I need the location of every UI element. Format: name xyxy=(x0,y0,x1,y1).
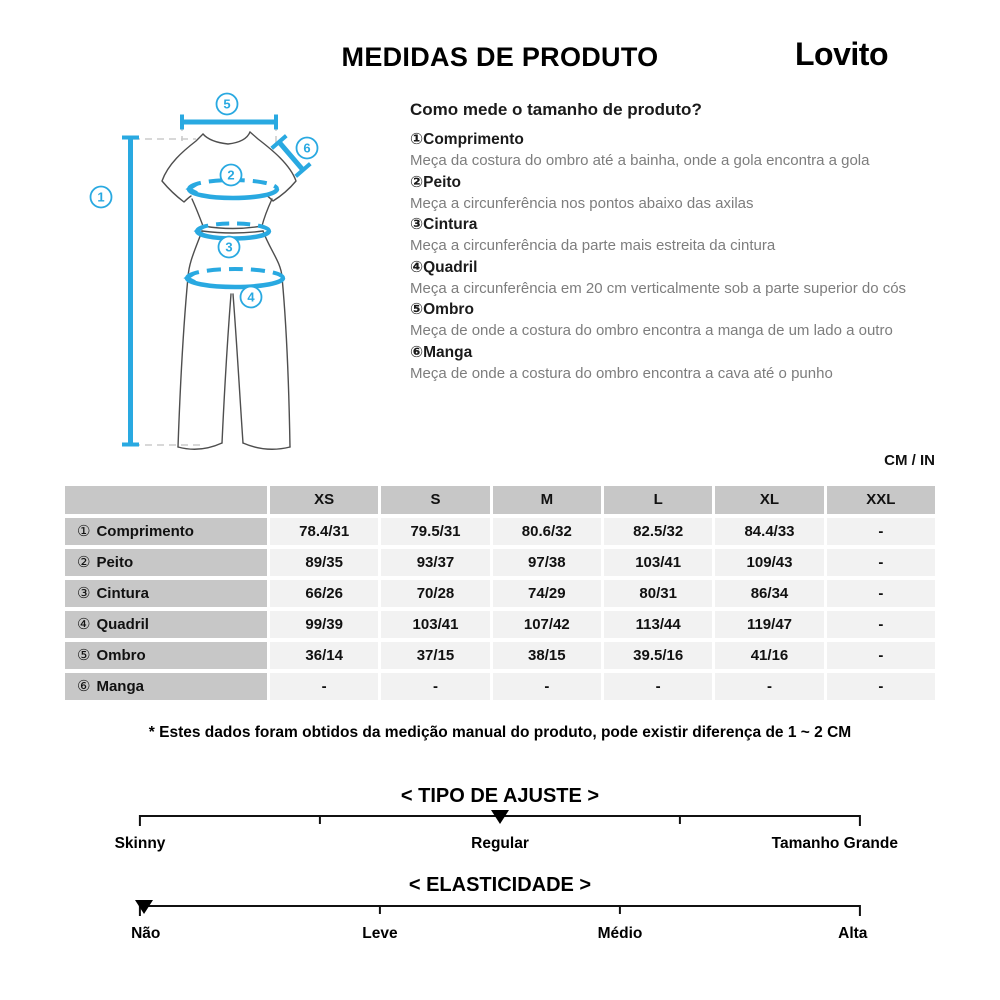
page-title: MEDIDAS DE PRODUTO xyxy=(341,42,659,72)
guide-item-manga xyxy=(410,342,938,363)
units-label: CM / IN xyxy=(884,452,935,469)
guide-title: Como mede o tamanho de produto? xyxy=(410,100,702,119)
row-title: Ombro xyxy=(96,647,146,664)
cell-manga-m: - xyxy=(493,673,601,700)
cell-ombro-m: 38/15 xyxy=(493,642,601,669)
row-label-ombro xyxy=(65,642,267,669)
cell-comprimento-xl: 84.4/33 xyxy=(715,518,823,545)
item-label: Comprimento xyxy=(423,131,524,148)
stretch-label-leve: Leve xyxy=(362,925,398,942)
fit-tick-75 xyxy=(679,815,681,824)
row-title: Peito xyxy=(96,554,134,571)
guide-item-quadril xyxy=(410,257,938,278)
cell-quadril-m: 107/42 xyxy=(493,611,601,638)
item-number: ④ xyxy=(410,258,424,276)
fit-tick-25 xyxy=(319,815,321,824)
stretch-tick-33 xyxy=(379,905,381,914)
row-label-cintura xyxy=(65,580,267,607)
guide-desc-ombro: Meça de onde a costura do ombro encontra a manga de um lado a outro xyxy=(410,322,893,339)
cell-ombro-s: 37/15 xyxy=(381,642,489,669)
guide-desc-comprimento: Meça da costura do ombro até a bainha, onde a gola encontra a gola xyxy=(410,152,870,169)
cell-quadril-xxl: - xyxy=(827,611,935,638)
guide-desc-cintura: Meça a circunferência da parte mais estreita da cintura xyxy=(410,237,776,254)
stretch-scale xyxy=(131,905,868,949)
stretch-tick-end xyxy=(859,905,861,916)
item-number: ③ xyxy=(410,216,424,233)
fit-marker-regular xyxy=(491,810,509,824)
cell-peito-xxl: - xyxy=(827,549,935,576)
fit-scale xyxy=(114,815,898,859)
stretch-label-alta: Alta xyxy=(838,925,868,942)
size-table xyxy=(65,486,935,700)
cell-comprimento-s: 79.5/31 xyxy=(381,518,489,545)
callout-3: 3 xyxy=(225,239,233,255)
cell-quadril-xl: 119/47 xyxy=(715,611,823,638)
cell-comprimento-xxl: - xyxy=(827,518,935,545)
item-number: ② xyxy=(410,173,424,191)
cell-quadril-l: 113/44 xyxy=(604,611,712,638)
fit-tick-start xyxy=(139,815,141,826)
item-label: Manga xyxy=(423,343,473,361)
row-label-peito xyxy=(65,549,267,576)
cell-comprimento-l: 82.5/32 xyxy=(604,518,712,545)
col-header-xl: XL xyxy=(715,486,823,514)
guide-item-ombro xyxy=(410,299,938,320)
row-number: ③ xyxy=(77,585,91,602)
row-label-quadril xyxy=(65,611,267,638)
guide-item-cintura xyxy=(410,214,938,235)
row-title: Quadril xyxy=(96,616,149,633)
row-title: Comprimento xyxy=(96,523,194,540)
cell-peito-l: 103/41 xyxy=(604,549,712,576)
stretch-scale-title: < ELASTICIDADE > xyxy=(408,874,592,896)
guide-desc-quadril: Meça a circunferência em 20 cm verticalmente sob a parte superior do cós xyxy=(410,279,907,297)
cell-cintura-l: 80/31 xyxy=(604,580,712,607)
fit-tick-end xyxy=(859,815,861,826)
guide-desc-manga: Meça de onde a costura do ombro encontra a cava até o punho xyxy=(410,364,833,382)
measurement-marks xyxy=(122,115,310,445)
col-header-m: M xyxy=(493,486,601,514)
stretch-label-medio: Médio xyxy=(597,925,643,942)
col-header-l: L xyxy=(604,486,712,514)
cell-ombro-xs: 36/14 xyxy=(270,642,378,669)
col-header-s: S xyxy=(381,486,489,514)
guide-item-comprimento xyxy=(410,129,938,150)
callout-6: 6 xyxy=(303,140,311,156)
cell-ombro-xxl: - xyxy=(827,642,935,669)
measurement-disclaimer: * Estes dados foram obtidos da medição manual do produto, pode existir diferença de 1 ~ 2 CM xyxy=(148,724,852,741)
row-number: ② xyxy=(77,554,91,571)
cell-ombro-xl: 41/16 xyxy=(715,642,823,669)
row-title: Cintura xyxy=(96,585,149,602)
item-number: ① xyxy=(410,131,424,148)
col-header-xxl: XXL xyxy=(827,486,935,514)
stretch-scale-line xyxy=(140,905,860,907)
item-label: Cintura xyxy=(423,216,478,233)
cell-manga-l: - xyxy=(604,673,712,700)
cell-quadril-s: 103/41 xyxy=(381,611,489,638)
garment-diagram xyxy=(60,85,400,470)
callout-4: 4 xyxy=(247,289,255,305)
cell-quadril-xs: 99/39 xyxy=(270,611,378,638)
row-number: ⑥ xyxy=(77,678,91,695)
row-number: ④ xyxy=(77,616,91,633)
cell-ombro-l: 39.5/16 xyxy=(604,642,712,669)
cell-comprimento-xs: 78.4/31 xyxy=(270,518,378,545)
row-label-comprimento xyxy=(65,518,267,545)
cell-manga-s: - xyxy=(381,673,489,700)
cell-manga-xs: - xyxy=(270,673,378,700)
cell-peito-m: 97/38 xyxy=(493,549,601,576)
fit-label-skinny: Skinny xyxy=(114,835,166,852)
cell-manga-xxl: - xyxy=(827,673,935,700)
fit-label-regular: Regular xyxy=(471,835,529,852)
cell-cintura-xs: 66/26 xyxy=(270,580,378,607)
row-number: ① xyxy=(77,523,91,540)
cell-cintura-xxl: - xyxy=(827,580,935,607)
table-corner-cell xyxy=(65,486,267,514)
item-label: Ombro xyxy=(423,301,474,318)
stretch-label-nao: Não xyxy=(131,925,161,942)
row-title: Manga xyxy=(96,678,144,695)
brand-logo: Lovito xyxy=(795,36,888,72)
fit-scale-title: < TIPO DE AJUSTE > xyxy=(400,785,600,807)
cell-peito-xl: 109/43 xyxy=(715,549,823,576)
item-number: ⑤ xyxy=(410,301,424,318)
cell-cintura-s: 70/28 xyxy=(381,580,489,607)
guide-desc-peito: Meça a circunferência nos pontos abaixo das axilas xyxy=(410,194,754,212)
callout-1: 1 xyxy=(97,189,105,205)
col-header-xs: XS xyxy=(270,486,378,514)
cell-cintura-xl: 86/34 xyxy=(715,580,823,607)
cell-peito-xs: 89/35 xyxy=(270,549,378,576)
guide-item-peito xyxy=(410,172,938,193)
item-label: Quadril xyxy=(423,258,478,276)
stretch-marker-nao xyxy=(135,900,153,914)
cell-cintura-m: 74/29 xyxy=(493,580,601,607)
fit-label-tamanho-grande: Tamanho Grande xyxy=(771,835,898,852)
cell-peito-s: 93/37 xyxy=(381,549,489,576)
callout-5: 5 xyxy=(223,96,231,112)
row-label-manga xyxy=(65,673,267,700)
row-number: ⑤ xyxy=(77,647,91,664)
cell-manga-xl: - xyxy=(715,673,823,700)
measure-guide xyxy=(410,100,938,384)
item-number: ⑥ xyxy=(410,343,424,361)
stretch-tick-67 xyxy=(619,905,621,914)
item-label: Peito xyxy=(423,173,462,191)
callout-2: 2 xyxy=(227,167,235,183)
cell-comprimento-m: 80.6/32 xyxy=(493,518,601,545)
